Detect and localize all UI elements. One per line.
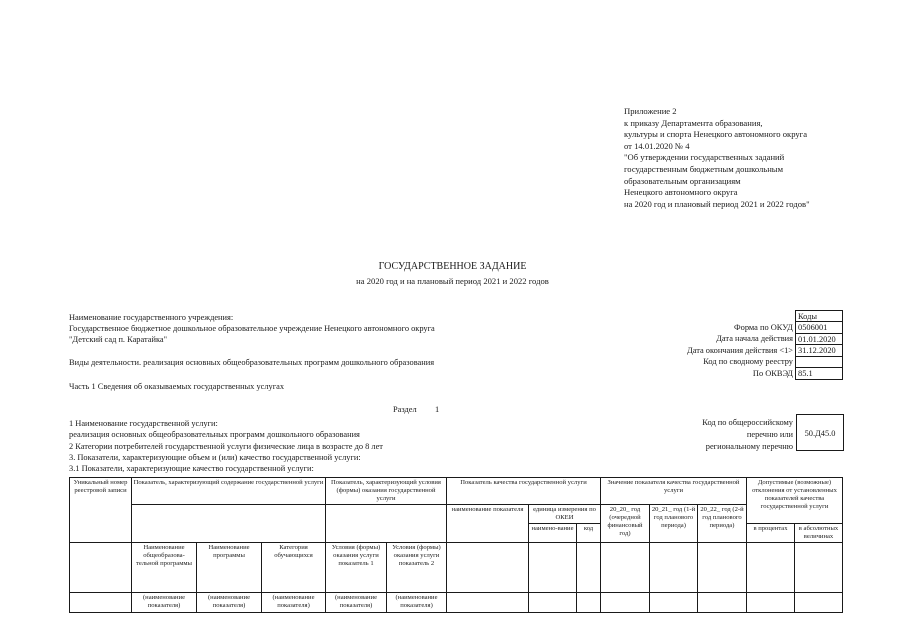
foot-label: (наименование показателя): [262, 593, 326, 613]
col-unique-number: Уникальный номер реестровой записи: [70, 478, 132, 543]
appendix-line: "Об утверждении государственных заданий: [624, 152, 785, 163]
appendix-line: Ненецкого автономного округа: [624, 187, 738, 198]
foot-label: (наименование показателя): [387, 593, 447, 613]
institution-label: Наименование государственного учреждения:: [69, 313, 234, 322]
col-deviations: Допустимые (возможные) отклонения от установленных показателей качества государственной услуги: [747, 478, 843, 524]
year-2: 20_21_ год (1-й год планового периода): [650, 505, 698, 543]
col-quality: Показатель качества государственной услуги: [447, 478, 601, 505]
sub-program-name: Наименование общеобразова-тельной программы: [132, 543, 197, 593]
codes-value-okved: 85.1: [795, 368, 843, 380]
year-1: 20_20_ год (очередной финансовый год): [601, 505, 650, 543]
empty-cell: [529, 543, 577, 593]
empty-cell: [698, 593, 747, 613]
quality-unit: единица измерения по ОКЕИ: [529, 505, 601, 524]
empty-cell: [650, 543, 698, 593]
empty-cell: [601, 543, 650, 593]
document-subtitle: на 2020 год и на плановый период 2021 и 2022 годов: [356, 276, 549, 286]
empty-cell: [70, 543, 132, 593]
empty-cell: [650, 593, 698, 613]
dev-percent: в процентах: [747, 524, 795, 543]
appendix-line: государственным бюджетным дошкольным: [624, 163, 784, 174]
codes-box: [795, 310, 843, 380]
quality-name: наименование показателя: [447, 505, 529, 543]
institution-name-2: "Детский сад п. Каратайка": [69, 335, 168, 344]
codes-label-okud: Форма по ОКУД: [734, 323, 793, 332]
service-name-label: 1 Наименование государственной услуги:: [69, 419, 218, 428]
registry-code-box: 50.Д45.0: [796, 414, 844, 451]
empty-cell: [747, 593, 795, 613]
activities-line: Виды деятельности. реализация основных общеобразовательных программ дошкольного образования: [69, 358, 435, 367]
registry-code-label-2: перечню или: [746, 430, 793, 439]
empty-cell: [529, 593, 577, 613]
section-label: Раздел: [393, 405, 417, 414]
service-name-value: реализация основных общеобразовательных программ дошкольного образования: [69, 430, 360, 439]
indicators-heading: 3. Показатели, характеризующие объем и (или) качество государственной услуги:: [69, 453, 361, 462]
col-content: Показатель, характеризующий содержание государственной услуги: [132, 478, 326, 505]
appendix-line: к приказу Департамента образования,: [624, 117, 763, 128]
codes-header: Коды: [795, 310, 843, 322]
empty-cell: [447, 593, 529, 613]
dev-absolute: в абсолютных величинах: [795, 524, 843, 543]
year-3: 20_22_ год (2-й год планового периода): [698, 505, 747, 543]
empty-cell: [601, 593, 650, 613]
empty-cell: [132, 505, 326, 543]
codes-value-registry: [795, 357, 843, 368]
empty-cell: [795, 593, 843, 613]
codes-label-registry: Код по сводному реестру: [703, 357, 793, 366]
sub-condition-1: Условия (формы) оказания услуги показатель 1: [326, 543, 387, 593]
section-number: 1: [435, 405, 440, 414]
empty-cell: [70, 593, 132, 613]
document-title: ГОСУДАРСТВЕННОЕ ЗАДАНИЕ: [378, 261, 527, 272]
unit-code: код: [577, 524, 601, 543]
foot-label: (наименование показателя): [326, 593, 387, 613]
foot-label: (наименование показателя): [132, 593, 197, 613]
sub-category: Категория обучающихся: [262, 543, 326, 593]
empty-cell: [577, 543, 601, 593]
sub-condition-2: Условия (формы) оказания услуги показатель 2: [387, 543, 447, 593]
registry-code-label-3: региональному перечню: [705, 442, 793, 451]
codes-label-start: Дата начала действия: [716, 334, 793, 343]
quality-indicators-table: [69, 477, 843, 613]
empty-cell: [795, 543, 843, 593]
codes-label-end: Дата окончания действия <1>: [687, 346, 793, 355]
codes-label-okved: По ОКВЭД: [752, 369, 793, 378]
appendix-block: [624, 106, 810, 210]
codes-value-end: 31.12.2020: [795, 345, 843, 357]
codes-value-start: 01.01.2020: [795, 334, 843, 345]
empty-cell: [447, 543, 529, 593]
empty-cell: [577, 593, 601, 613]
part-heading: Часть 1 Сведения об оказываемых государственных услугах: [69, 382, 285, 391]
foot-label: (наименование показателя): [197, 593, 262, 613]
unit-name: наимено-вание: [529, 524, 577, 543]
consumer-category: 2 Категории потребителей государственной услуги физические лица в возрасте до 8 лет: [69, 442, 383, 451]
registry-code-label-1: Код по общероссийскому: [702, 418, 793, 427]
institution-name: Государственное бюджетное дошкольное образовательное учреждение Ненецкого автономного округа: [69, 324, 435, 333]
empty-cell: [747, 543, 795, 593]
appendix-line: на 2020 год и плановый период 2021 и 2022 годов": [624, 198, 810, 209]
empty-cell: [326, 505, 447, 543]
empty-cell: [698, 543, 747, 593]
col-values: Значение показателя качества государственной услуги: [601, 478, 747, 505]
codes-value-okud: 0506001: [795, 322, 843, 334]
appendix-line: Приложение 2: [624, 106, 677, 116]
quality-indicators-heading: 3.1 Показатели, характеризующие качество государственной услуги:: [69, 464, 314, 473]
appendix-line: культуры и спорта Ненецкого автономного округа: [624, 129, 808, 140]
appendix-line: от 14.01.2020 № 4: [624, 140, 690, 151]
col-conditions: Показатель, характеризующий условия (формы) оказания государственной услуги: [326, 478, 447, 505]
appendix-line: образовательным организациям: [624, 175, 741, 186]
sub-program: Наименование программы: [197, 543, 262, 593]
